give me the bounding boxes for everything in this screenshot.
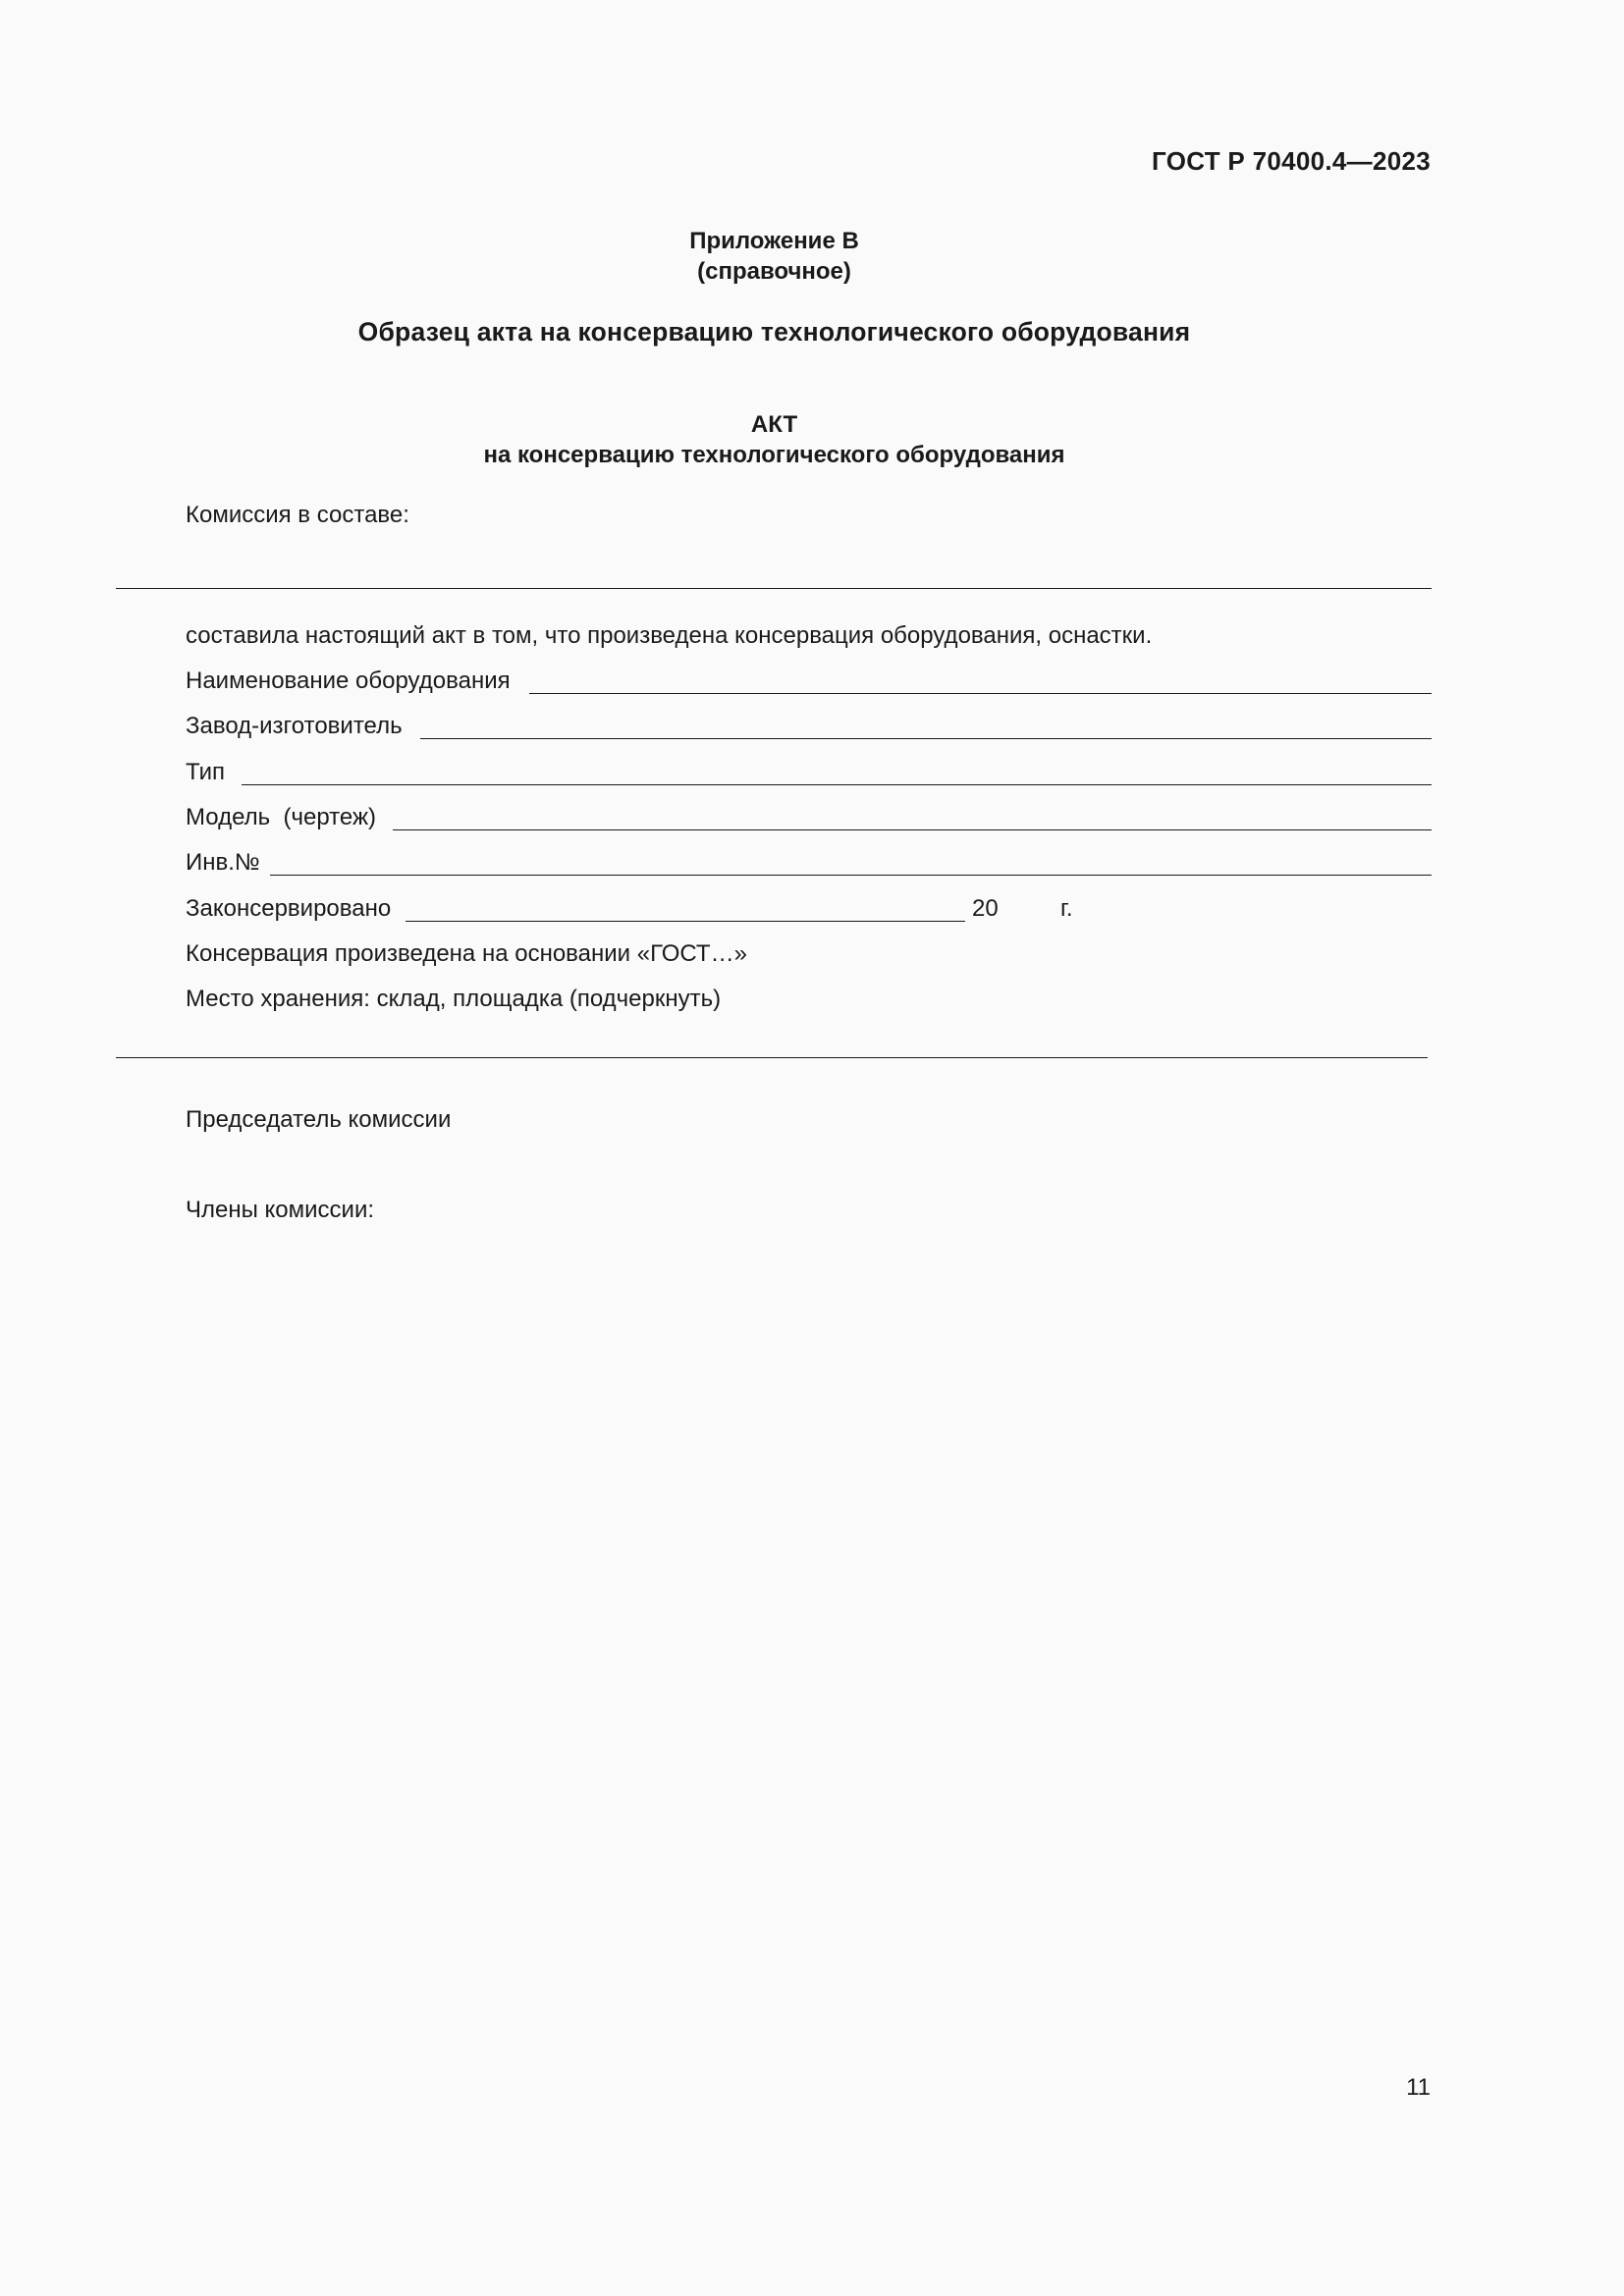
- equipment-name-field: [529, 693, 1432, 694]
- act-subtitle: на консервацию технологического оборудования: [483, 442, 1065, 468]
- act-title: АКТ: [750, 411, 798, 438]
- year-prefix: 20: [972, 895, 999, 922]
- basis-text: Консервация произведена на основании «ГОСТ…»: [186, 940, 747, 967]
- appendix-heading: [0, 226, 1548, 287]
- type-label: Тип: [186, 759, 226, 785]
- storage-text: Место хранения: склад, площадка (подчеркнуть): [186, 986, 722, 1012]
- document-code: ГОСТ Р 70400.4—2023: [1152, 146, 1431, 176]
- manufacturer-field: [420, 738, 1432, 739]
- inventory-field: [270, 875, 1432, 876]
- act-heading: [0, 409, 1548, 470]
- statement-text: составила настоящий акт в том, что произведена консервация оборудования, оснастки.: [186, 622, 1153, 649]
- sample-title: Образец акта на консервацию технологического оборудования: [357, 317, 1191, 347]
- commission-field-line: [116, 588, 1432, 589]
- manufacturer-label: Завод-изготовитель: [186, 713, 403, 739]
- storage-divider: [116, 1057, 1428, 1058]
- chairman-label: Председатель комиссии: [186, 1106, 452, 1133]
- appendix-kind: (справочное): [697, 258, 851, 285]
- preserved-date-field: [406, 921, 965, 922]
- page-number: 11: [1406, 2074, 1431, 2101]
- commission-label: Комиссия в составе:: [186, 502, 409, 528]
- preserved-label: Законсервировано: [186, 895, 392, 922]
- inventory-label: Инв.№: [186, 849, 260, 876]
- model-field: [393, 829, 1432, 830]
- appendix-title: Приложение В: [689, 228, 859, 254]
- members-label: Члены комиссии:: [186, 1197, 375, 1223]
- model-label: Модель (чертеж): [186, 804, 376, 830]
- equipment-name-label: Наименование оборудования: [186, 667, 511, 694]
- type-field: [242, 784, 1432, 785]
- year-suffix: г.: [1060, 895, 1073, 922]
